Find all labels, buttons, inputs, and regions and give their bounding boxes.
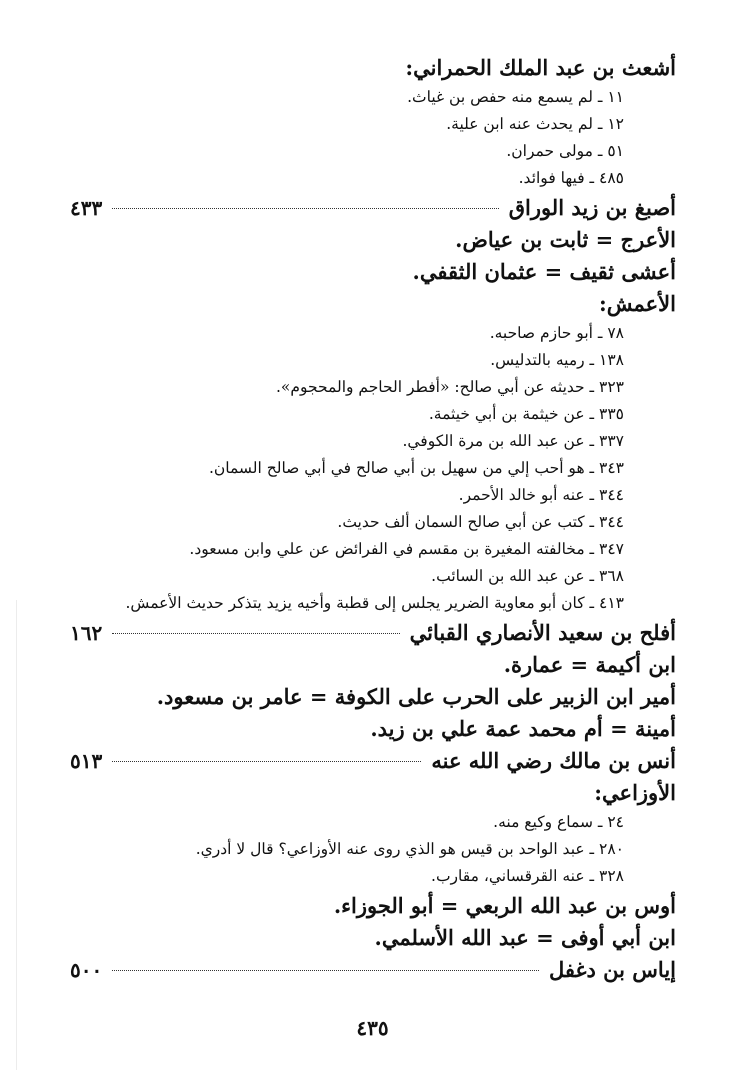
entry-text: ١١ ـ لم يسمع منه حفص بن غياث. — [407, 88, 624, 106]
entry-text: الأعرج = ثابت بن عياض. — [455, 227, 676, 252]
index-subentry — [70, 347, 676, 374]
index-heading — [70, 617, 676, 649]
entry-text: ١٢ ـ لم يحدث عنه ابن علية. — [446, 115, 624, 133]
entry-text: ٢٨٠ ـ عبد الواحد بن قيس هو الذي روى عنه الأوزاعي؟ قال لا أدري. — [195, 840, 624, 858]
index-heading — [70, 52, 676, 84]
index-subentry — [70, 536, 676, 563]
index-subentry — [70, 84, 676, 111]
index-subentry — [70, 509, 676, 536]
entry-text: ٣٤٤ ـ كتب عن أبي صالح السمان ألف حديث. — [337, 513, 624, 531]
entry-text: ٣٦٨ ـ عن عبد الله بن السائب. — [431, 567, 624, 585]
index-subentry — [70, 428, 676, 455]
entry-text: ٤٨٥ ـ فيها فوائد. — [518, 169, 624, 187]
entry-text: ٥١ ـ مولى حمران. — [506, 142, 624, 160]
entry-text: ٧٨ ـ أبو حازم صاحبه. — [489, 324, 624, 342]
index-subentry — [70, 401, 676, 428]
entry-text: أشعث بن عبد الملك الحمراني: — [405, 55, 676, 80]
index-subentry — [70, 320, 676, 347]
index-subentry — [70, 374, 676, 401]
entry-text: أصبغ بن زيد الوراق — [508, 195, 676, 220]
index-heading — [70, 777, 676, 809]
index-subentry — [70, 809, 676, 836]
index-heading — [70, 224, 676, 256]
index-subentry — [70, 138, 676, 165]
entry-text: ١٣٨ ـ رميه بالتدليس. — [490, 351, 624, 369]
entry-text: أمينة = أم محمد عمة علي بن زيد. — [370, 716, 676, 741]
entry-text: ٣٤٤ ـ عنه أبو خالد الأحمر. — [458, 486, 624, 504]
entry-text: ٣٣٥ ـ عن خيثمة بن أبي خيثمة. — [428, 405, 624, 423]
entry-text: ٢٤ ـ سماع وكيع منه. — [493, 813, 624, 831]
index-heading — [70, 288, 676, 320]
entry-text: ابن أكيمة = عمارة. — [503, 652, 676, 677]
index-heading — [70, 649, 676, 681]
entry-text: أفلح بن سعيد الأنصاري القبائي — [409, 620, 676, 645]
entry-text: إياس بن دغفل — [548, 957, 676, 982]
scan-edge-line — [16, 600, 17, 1070]
index-heading — [70, 954, 676, 986]
index-subentry — [70, 482, 676, 509]
page-number: ٤٣٥ — [356, 1016, 389, 1040]
index-subentry — [70, 563, 676, 590]
index-heading — [70, 745, 676, 777]
dot-leader — [112, 208, 498, 209]
entry-page-number: ٥١٣ — [70, 749, 103, 773]
entry-text: ٣٤٣ ـ هو أحب إلي من سهيل بن أبي صالح في أبي صالح السمان. — [208, 459, 624, 477]
entry-text: أنس بن مالك رضي الله عنه — [431, 748, 676, 773]
entry-text: الأعمش: — [598, 291, 676, 316]
entry-page-number: ٤٣٣ — [70, 196, 103, 220]
entry-text: الأوزاعي: — [594, 780, 676, 805]
entry-text: أمير ابن الزبير على الحرب على الكوفة = عامر بن مسعود. — [156, 684, 676, 709]
dot-leader — [112, 970, 539, 971]
entry-text: أعشى ثقيف = عثمان الثقفي. — [412, 259, 676, 284]
index-heading — [70, 713, 676, 745]
index-subentry — [70, 863, 676, 890]
index-heading — [70, 681, 676, 713]
entry-page-number: ١٦٢ — [70, 621, 103, 645]
index-subentry — [70, 165, 676, 192]
index-subentry — [70, 836, 676, 863]
index-heading — [70, 922, 676, 954]
entry-text: ٣٣٧ ـ عن عبد الله بن مرة الكوفي. — [402, 432, 624, 450]
index-subentry — [70, 455, 676, 482]
entry-text: ٣٢٣ ـ حديثه عن أبي صالح: «أفطر الحاجم والمحجوم». — [275, 378, 624, 396]
entry-text: ٣٤٧ ـ مخالفته المغيرة بن مقسم في الفرائض عن علي وابن مسعود. — [189, 540, 624, 558]
index-heading — [70, 192, 676, 224]
entry-text: ابن أبي أوفى = عبد الله الأسلمي. — [374, 925, 676, 950]
index-heading — [70, 256, 676, 288]
index-subentry — [70, 111, 676, 138]
entry-page-number: ٥٠٠ — [70, 958, 103, 982]
index-subentry — [70, 590, 676, 617]
index-heading — [70, 890, 676, 922]
entry-text: أوس بن عبد الله الربعي = أبو الجوزاء. — [333, 893, 676, 918]
index-page — [70, 52, 676, 986]
entry-text: ٤١٣ ـ كان أبو معاوية الضرير يجلس إلى قطبة وأخيه يزيد يتذكر حديث الأعمش. — [125, 594, 624, 612]
entry-text: ٣٢٨ ـ عنه القرقساني، مقارب. — [431, 867, 624, 885]
dot-leader — [112, 761, 421, 762]
dot-leader — [112, 633, 399, 634]
